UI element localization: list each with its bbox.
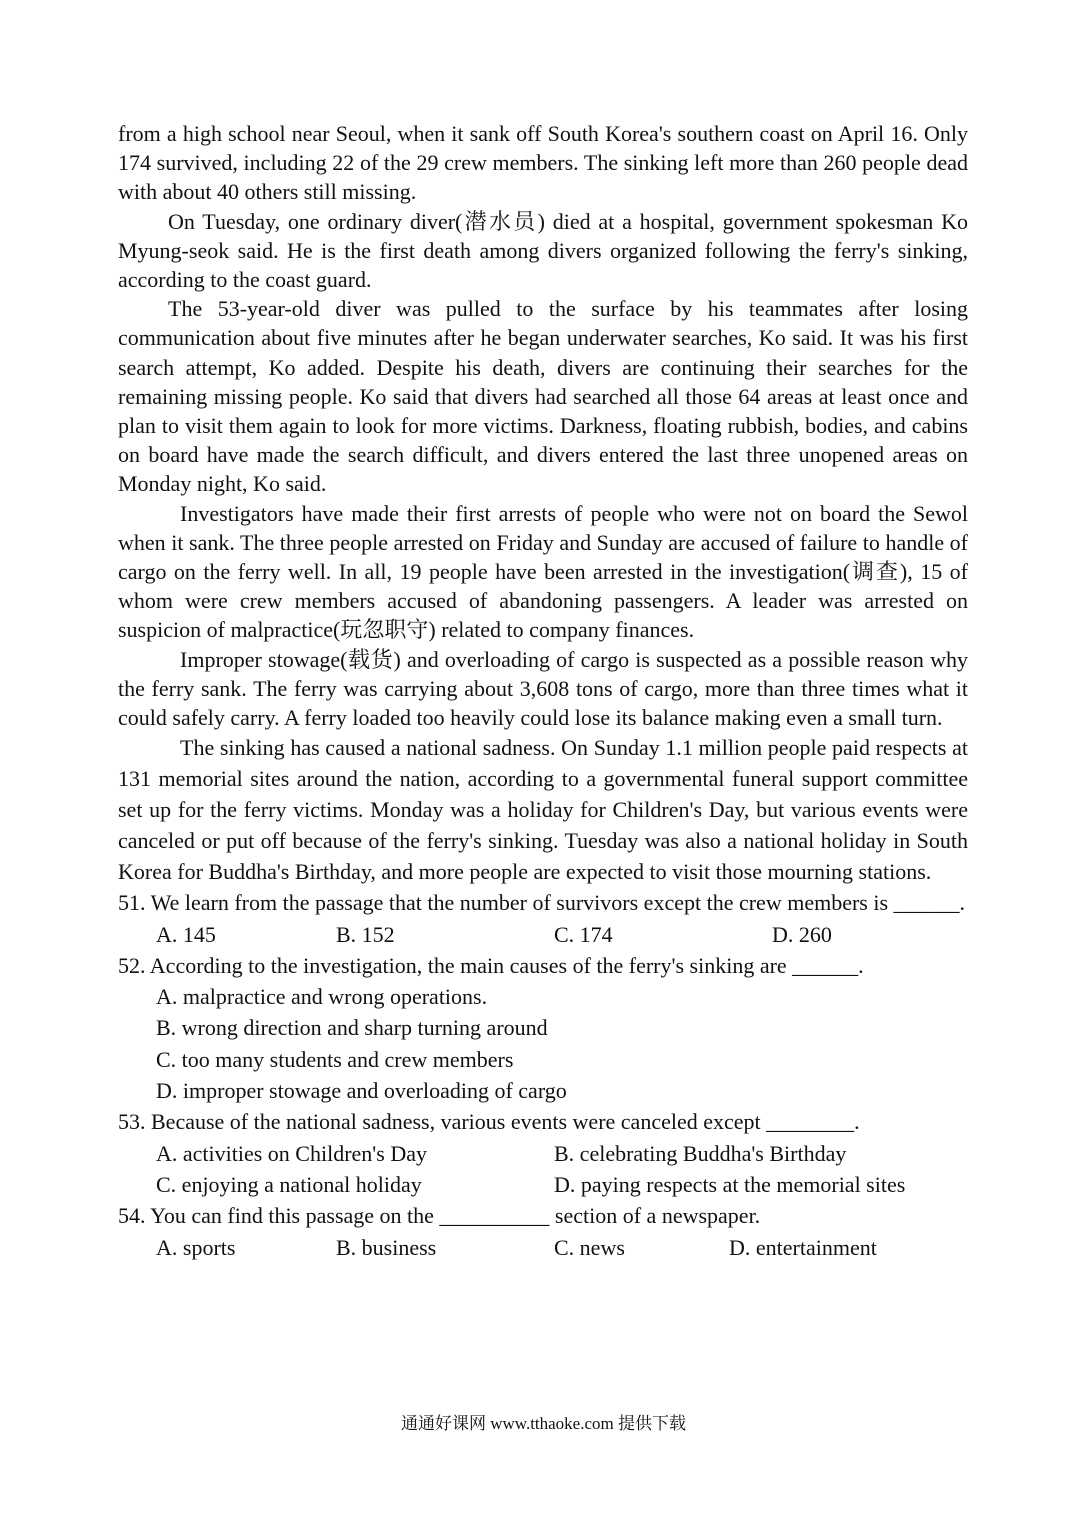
option-a: A. sports [156, 1234, 236, 1260]
option-b: B. 152 [336, 921, 395, 947]
passage-paragraph-6: The sinking has caused a national sadness. On Sunday 1.1 million people paid respects at 131 memorial sites around the nation, according to a governmental funeral support committee set up for the ferry victims. Monday was a holiday for Children's Day, but various events were canceled or put off because of the ferry's sinking. Tuesday was also a national holiday in South Korea for Buddha's Birthday, and more people are expected to visit those mourning stations. [118, 735, 968, 885]
passage-paragraph-5: Improper stowage(载货) and overloading of cargo is suspected as a possible reason why the ferry sank. The ferry was carrying about 3,608 tons of cargo, more than three times what it could safely carry. A ferry loaded too heavily could lose its balance making even a small turn. [118, 646, 968, 731]
answer-options [118, 919, 968, 950]
option-b: B. business [336, 1234, 437, 1260]
answer-options [118, 981, 968, 1106]
option-d: D. paying respects at the memorial sites [554, 1171, 906, 1197]
passage-paragraph-2: On Tuesday, one ordinary diver(潜水员) died at a hospital, government spokesman Ko Myung-seok said. He is the first death among divers organized following the ferry's sinking, according to the coast guard. [118, 208, 968, 293]
question-stem: 54. You can find this passage on the __________ section of a newspaper. [118, 1203, 761, 1229]
option-c: C. 174 [554, 921, 613, 947]
passage-paragraph-1: from a high school near Seoul, when it sank off South Korea's southern coast on April 16. Only 174 survived, including 22 of the 29 crew members. The sinking left more than 260 people dead with about 40 others still missing. [118, 121, 968, 205]
question-stem: 52. According to the investigation, the main causes of the ferry's sinking are ______. [118, 952, 864, 978]
question-stem: 53. Because of the national sadness, various events were canceled except ________. [118, 1109, 860, 1135]
option-d: D. entertainment [729, 1234, 877, 1260]
question-54 [118, 1200, 968, 1263]
option-d: D. 260 [772, 921, 832, 947]
passage-paragraph-3: The 53-year-old diver was pulled to the surface by his teammates after losing communication about five minutes after he began underwater searches, Ko said. It was his first search attempt, Ko added. Despite his death, divers are continuing their searches for the remaining missing people. Ko said that divers had searched all those 64 areas at least once and plan to visit them again to look for more victims. Darkness, floating rubbish, bodies, and cabins on board have made the search difficult, and divers entered the last three unopened areas on Monday night, Ko said. [118, 296, 968, 497]
option-a: A. malpractice and wrong operations. [156, 984, 488, 1010]
option-b: B. celebrating Buddha's Birthday [554, 1140, 847, 1166]
option-a: A. activities on Children's Day [156, 1140, 427, 1166]
passage-paragraph-4: Investigators have made their first arrests of people who were not on board the Sewol when it sank. The three people arrested on Friday and Sunday are accused of failure to handle of cargo on the ferry well. In all, 19 people have been arrested in the investigation(调查), 15 of whom were crew members accused of abandoning passengers. A leader was arrested on suspicion of malpractice(玩忽职守) related to company finances. [118, 500, 968, 643]
question-51 [118, 887, 968, 950]
answer-options-row-2 [118, 1169, 968, 1200]
option-d: D. improper stowage and overloading of cargo [156, 1078, 567, 1104]
page-footer: 通通好课网 www.tthaoke.com 提供下载 [400, 1414, 687, 1433]
option-c: C. too many students and crew members [156, 1046, 514, 1072]
option-b: B. wrong direction and sharp turning around [156, 1015, 548, 1041]
answer-options-row-1 [118, 1138, 968, 1169]
question-53 [118, 1106, 968, 1200]
question-52 [118, 950, 968, 1106]
option-c: C. news [554, 1234, 625, 1260]
document-page [118, 119, 968, 1263]
question-stem: 51. We learn from the passage that the number of survivors except the crew members is ______. [118, 890, 966, 916]
answer-options [118, 1232, 968, 1263]
option-a: A. 145 [156, 921, 216, 947]
option-c: C. enjoying a national holiday [156, 1171, 422, 1197]
